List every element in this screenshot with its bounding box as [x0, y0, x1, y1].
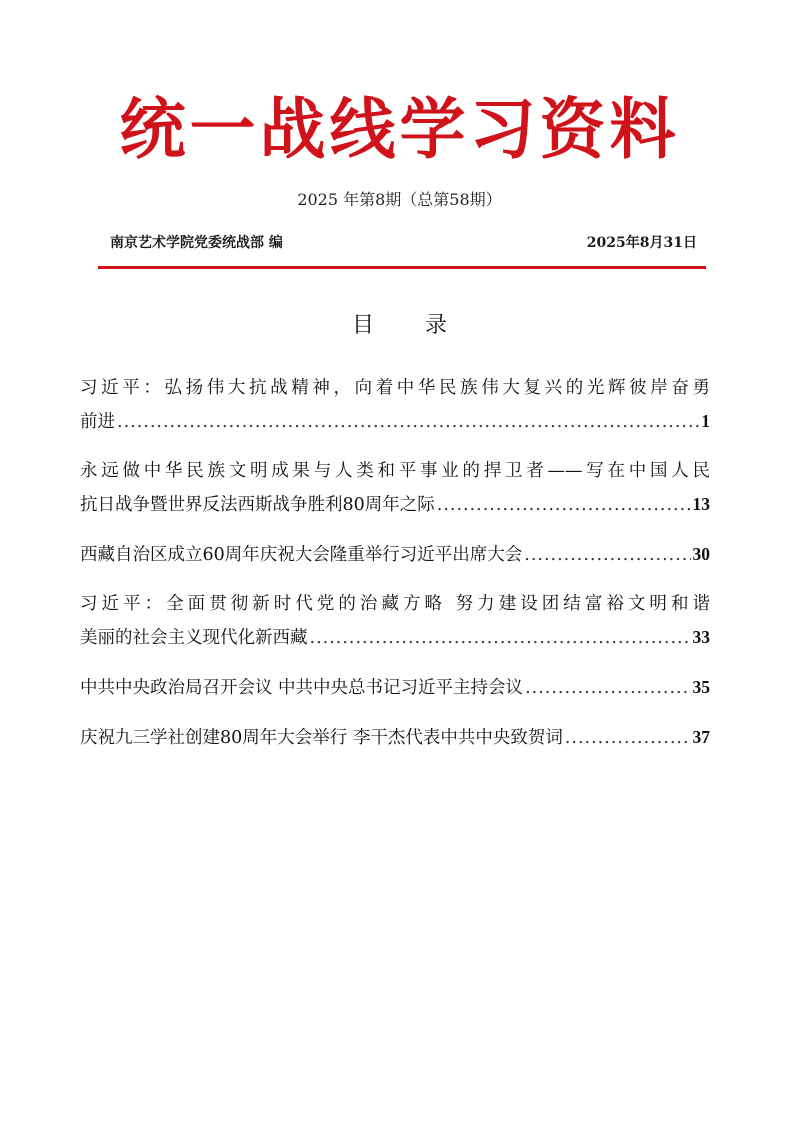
toc-entry-title: 西藏自治区成立60周年庆祝大会隆重举行习近平出席大会 — [80, 545, 523, 565]
toc-entry-title-line: 习近平：全面贯彻新时代党的治藏方略 努力建设团结富裕文明和谐 — [80, 594, 710, 614]
toc-entry[interactable] — [80, 671, 710, 705]
toc-title: 目 录 — [352, 313, 469, 338]
toc-entry[interactable] — [80, 538, 710, 572]
toc-entry-title-end: 美丽的社会主义现代化新西藏 — [80, 628, 308, 648]
toc-leader-dots — [117, 406, 699, 439]
toc-entry-title: 庆祝九三学社创建80周年大会举行 李干杰代表中共中央致贺词 — [80, 728, 563, 748]
toc-page-number: 30 — [692, 544, 710, 564]
toc-page-number: 13 — [692, 494, 710, 514]
toc-entry-title-end: 前进 — [80, 412, 115, 432]
toc-page-number: 33 — [692, 627, 710, 647]
table-of-contents — [80, 372, 710, 771]
toc-entry-title: 中共中央政治局召开会议 中共中央总书记习近平主持会议 — [80, 678, 524, 698]
toc-entry[interactable] — [80, 721, 710, 755]
issue-number: 2025 年第8期（总第58期） — [297, 190, 502, 209]
toc-page-number: 1 — [701, 411, 710, 431]
toc-leader-dots — [524, 539, 690, 572]
toc-page-number: 35 — [692, 677, 710, 697]
toc-leader-dots — [437, 489, 691, 522]
toc-entry[interactable] — [80, 372, 710, 439]
toc-entry-title-end: 抗日战争暨世界反法西斯战争胜利80周年之际 — [80, 495, 435, 515]
toc-entry[interactable] — [80, 588, 710, 655]
toc-entry-title-line: 永远做中华民族文明成果与人类和平事业的捍卫者——写在中国人民 — [80, 461, 710, 481]
editor-line: 南京艺术学院党委统战部 编 — [110, 235, 283, 251]
toc-entry[interactable] — [80, 455, 710, 522]
toc-leader-dots — [310, 622, 691, 655]
header-divider — [98, 266, 706, 269]
masthead-title: 统一战线学习资料 — [119, 90, 680, 168]
toc-entry-title-line: 习近平：弘扬伟大抗战精神，向着中华民族伟大复兴的光辉彼岸奋勇 — [80, 378, 710, 398]
toc-leader-dots — [565, 722, 691, 755]
toc-leader-dots — [525, 672, 690, 705]
toc-page-number: 37 — [692, 727, 710, 747]
publication-date: 2025年8月31日 — [586, 235, 697, 251]
